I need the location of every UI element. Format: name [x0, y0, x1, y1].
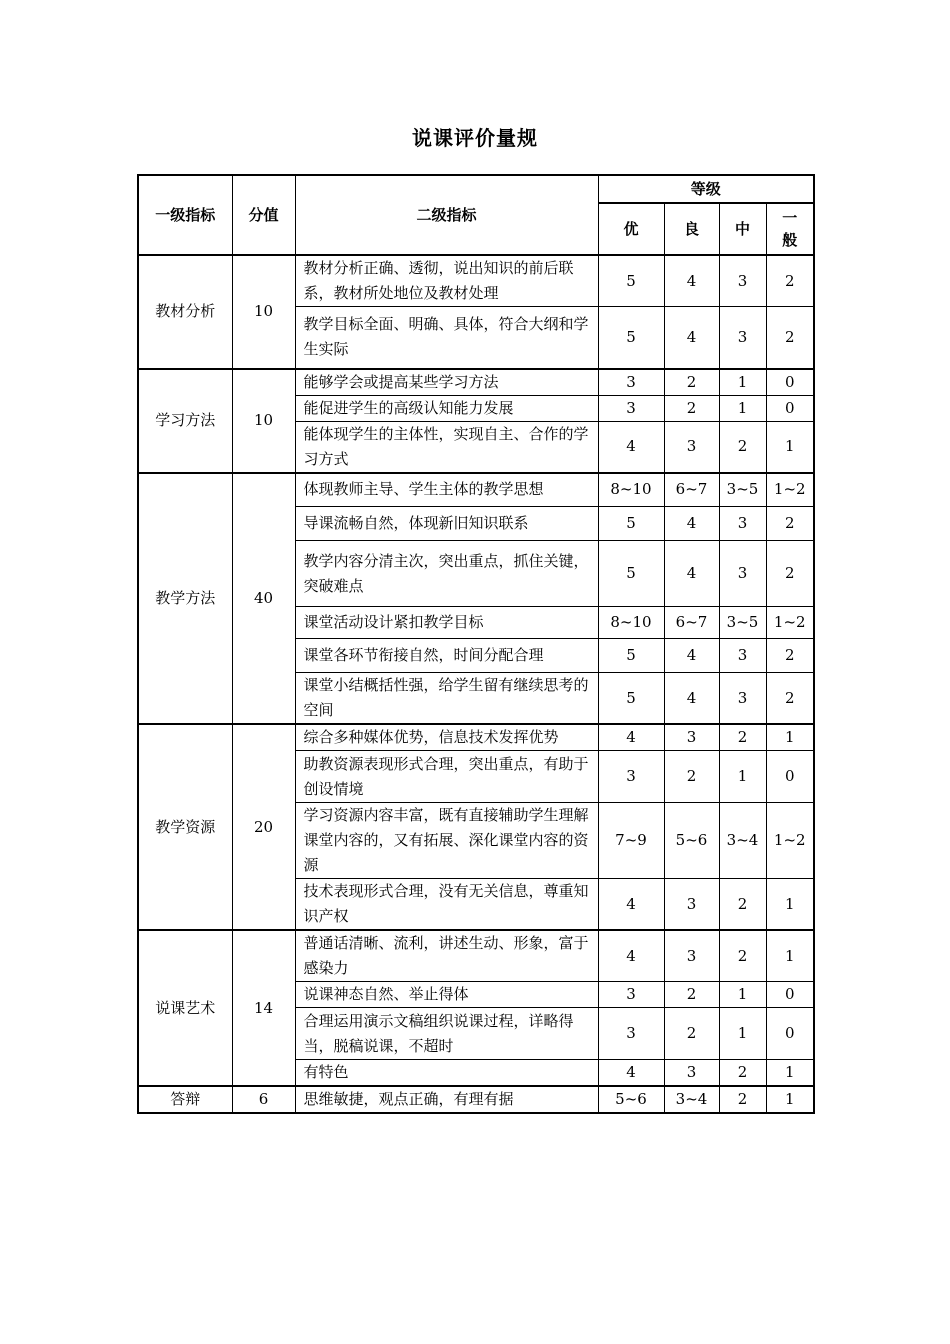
table-row — [138, 255, 814, 307]
grade-excellent-cell: 5 — [598, 307, 664, 369]
table-body — [138, 255, 814, 1113]
grade-excellent-cell: 8~10 — [598, 473, 664, 507]
score-cell: 6 — [232, 1086, 295, 1113]
grade-medium-cell: 2 — [719, 879, 766, 931]
table-row — [138, 930, 814, 982]
grade-average-cell: 0 — [766, 369, 814, 396]
grade-average-cell: 2 — [766, 541, 814, 607]
grade-medium-cell: 3~4 — [719, 803, 766, 879]
grade-average-cell: 1 — [766, 421, 814, 473]
primary-indicator-cell: 教材分析 — [138, 255, 232, 369]
secondary-indicator-cell: 学习资源内容丰富，既有直接辅助学生理解课堂内容的，又有拓展、深化课堂内容的资源 — [295, 803, 598, 879]
rubric-table — [137, 174, 815, 1114]
grade-medium-cell: 1 — [719, 1008, 766, 1060]
grade-medium-cell: 3 — [719, 307, 766, 369]
primary-indicator-cell: 说课艺术 — [138, 930, 232, 1086]
grade-excellent-cell: 5 — [598, 507, 664, 541]
grade-average-cell: 2 — [766, 673, 814, 725]
grade-medium-cell: 3 — [719, 255, 766, 307]
grade-good-cell: 2 — [664, 751, 719, 803]
page-title: 说课评价量规 — [412, 126, 538, 150]
secondary-indicator-cell: 教材分析正确、透彻，说出知识的前后联系，教材所处地位及教材处理 — [295, 255, 598, 307]
grade-excellent-cell: 3 — [598, 395, 664, 421]
grade-excellent-cell: 5~6 — [598, 1086, 664, 1113]
header-grade-medium: 中 — [719, 203, 766, 255]
header-grade-excellent: 优 — [598, 203, 664, 255]
header-primary-indicator: 一级指标 — [138, 175, 232, 255]
header-grade-average — [766, 203, 814, 255]
grade-medium-cell: 2 — [719, 421, 766, 473]
grade-good-cell: 2 — [664, 1008, 719, 1060]
grade-average-cell: 1 — [766, 724, 814, 751]
score-cell: 20 — [232, 724, 295, 930]
grade-average-cell: 1 — [766, 1060, 814, 1087]
secondary-indicator-cell: 课堂活动设计紧扣教学目标 — [295, 607, 598, 639]
grade-good-cell: 4 — [664, 507, 719, 541]
grade-average-cell: 2 — [766, 639, 814, 673]
grade-excellent-cell: 4 — [598, 421, 664, 473]
table-row — [138, 369, 814, 396]
secondary-indicator-cell: 体现教师主导、学生主体的教学思想 — [295, 473, 598, 507]
grade-good-cell: 3 — [664, 879, 719, 931]
grade-excellent-cell: 4 — [598, 724, 664, 751]
grade-medium-cell: 3~5 — [719, 473, 766, 507]
grade-average-cell: 1 — [766, 1086, 814, 1113]
grade-average-cell: 2 — [766, 507, 814, 541]
secondary-indicator-cell: 合理运用演示文稿组织说课过程，详略得当，脱稿说课，不超时 — [295, 1008, 598, 1060]
secondary-indicator-cell: 综合多种媒体优势，信息技术发挥优势 — [295, 724, 598, 751]
grade-excellent-cell: 3 — [598, 982, 664, 1008]
grade-average-cell: 1~2 — [766, 607, 814, 639]
grade-good-cell: 3 — [664, 724, 719, 751]
grade-average-cell: 1~2 — [766, 803, 814, 879]
grade-excellent-cell: 3 — [598, 1008, 664, 1060]
secondary-indicator-cell: 思维敏捷，观点正确，有理有据 — [295, 1086, 598, 1113]
grade-good-cell: 2 — [664, 982, 719, 1008]
grade-good-cell: 2 — [664, 369, 719, 396]
header-secondary-indicator: 二级指标 — [295, 175, 598, 255]
grade-medium-cell: 2 — [719, 724, 766, 751]
grade-medium-cell: 3 — [719, 541, 766, 607]
grade-average-cell: 1~2 — [766, 473, 814, 507]
grade-good-cell: 3 — [664, 930, 719, 982]
primary-indicator-cell: 答辩 — [138, 1086, 232, 1113]
secondary-indicator-cell: 能促进学生的高级认知能力发展 — [295, 395, 598, 421]
grade-average-cell: 2 — [766, 307, 814, 369]
grade-medium-cell: 3~5 — [719, 607, 766, 639]
score-cell: 40 — [232, 473, 295, 725]
grade-excellent-cell: 8~10 — [598, 607, 664, 639]
secondary-indicator-cell: 能体现学生的主体性，实现自主、合作的学习方式 — [295, 421, 598, 473]
primary-indicator-cell: 学习方法 — [138, 369, 232, 473]
grade-good-cell: 3~4 — [664, 1086, 719, 1113]
grade-excellent-cell: 5 — [598, 255, 664, 307]
grade-excellent-cell: 3 — [598, 369, 664, 396]
secondary-indicator-cell: 助教资源表现形式合理，突出重点，有助于创设情境 — [295, 751, 598, 803]
secondary-indicator-cell: 说课神态自然、举止得体 — [295, 982, 598, 1008]
grade-medium-cell: 3 — [719, 507, 766, 541]
grade-average-cell: 0 — [766, 982, 814, 1008]
secondary-indicator-cell: 课堂各环节衔接自然，时间分配合理 — [295, 639, 598, 673]
grade-medium-cell: 2 — [719, 1086, 766, 1113]
grade-good-cell: 6~7 — [664, 473, 719, 507]
grade-average-cell: 0 — [766, 751, 814, 803]
secondary-indicator-cell: 教学目标全面、明确、具体，符合大纲和学生实际 — [295, 307, 598, 369]
score-cell: 14 — [232, 930, 295, 1086]
grade-good-cell: 4 — [664, 255, 719, 307]
grade-average-cell: 0 — [766, 395, 814, 421]
grade-excellent-cell: 3 — [598, 751, 664, 803]
secondary-indicator-cell: 技术表现形式合理，没有无关信息，尊重知识产权 — [295, 879, 598, 931]
header-score: 分值 — [232, 175, 295, 255]
grade-average-cell: 2 — [766, 255, 814, 307]
grade-excellent-cell: 5 — [598, 639, 664, 673]
primary-indicator-cell: 教学资源 — [138, 724, 232, 930]
table-header — [138, 175, 814, 255]
secondary-indicator-cell: 导课流畅自然，体现新旧知识联系 — [295, 507, 598, 541]
grade-medium-cell: 3 — [719, 673, 766, 725]
header-grade: 等级 — [598, 175, 814, 203]
grade-excellent-cell: 4 — [598, 1060, 664, 1087]
grade-good-cell: 2 — [664, 395, 719, 421]
primary-indicator-cell: 教学方法 — [138, 473, 232, 725]
header-grade-good: 良 — [664, 203, 719, 255]
header-grade-average-label: 一般 — [782, 209, 798, 249]
secondary-indicator-cell: 普通话清晰、流利，讲述生动、形象，富于感染力 — [295, 930, 598, 982]
grade-good-cell: 4 — [664, 541, 719, 607]
grade-good-cell: 3 — [664, 421, 719, 473]
grade-medium-cell: 2 — [719, 1060, 766, 1087]
grade-average-cell: 1 — [766, 930, 814, 982]
grade-excellent-cell: 5 — [598, 541, 664, 607]
grade-good-cell: 5~6 — [664, 803, 719, 879]
grade-medium-cell: 2 — [719, 930, 766, 982]
grade-medium-cell: 3 — [719, 639, 766, 673]
grade-excellent-cell: 7~9 — [598, 803, 664, 879]
grade-medium-cell: 1 — [719, 369, 766, 396]
grade-good-cell: 4 — [664, 673, 719, 725]
grade-average-cell: 0 — [766, 1008, 814, 1060]
grade-medium-cell: 1 — [719, 751, 766, 803]
grade-excellent-cell: 5 — [598, 673, 664, 725]
grade-good-cell: 3 — [664, 1060, 719, 1087]
grade-excellent-cell: 4 — [598, 879, 664, 931]
grade-good-cell: 6~7 — [664, 607, 719, 639]
score-cell: 10 — [232, 369, 295, 473]
grade-good-cell: 4 — [664, 639, 719, 673]
grade-excellent-cell: 4 — [598, 930, 664, 982]
secondary-indicator-cell: 有特色 — [295, 1060, 598, 1087]
grade-good-cell: 4 — [664, 307, 719, 369]
score-cell: 10 — [232, 255, 295, 369]
table-row — [138, 473, 814, 507]
grade-medium-cell: 1 — [719, 982, 766, 1008]
secondary-indicator-cell: 教学内容分清主次，突出重点，抓住关键，突破难点 — [295, 541, 598, 607]
grade-medium-cell: 1 — [719, 395, 766, 421]
grade-average-cell: 1 — [766, 879, 814, 931]
secondary-indicator-cell: 课堂小结概括性强，给学生留有继续思考的空间 — [295, 673, 598, 725]
table-row — [138, 1086, 814, 1113]
table-row — [138, 724, 814, 751]
secondary-indicator-cell: 能够学会或提高某些学习方法 — [295, 369, 598, 396]
